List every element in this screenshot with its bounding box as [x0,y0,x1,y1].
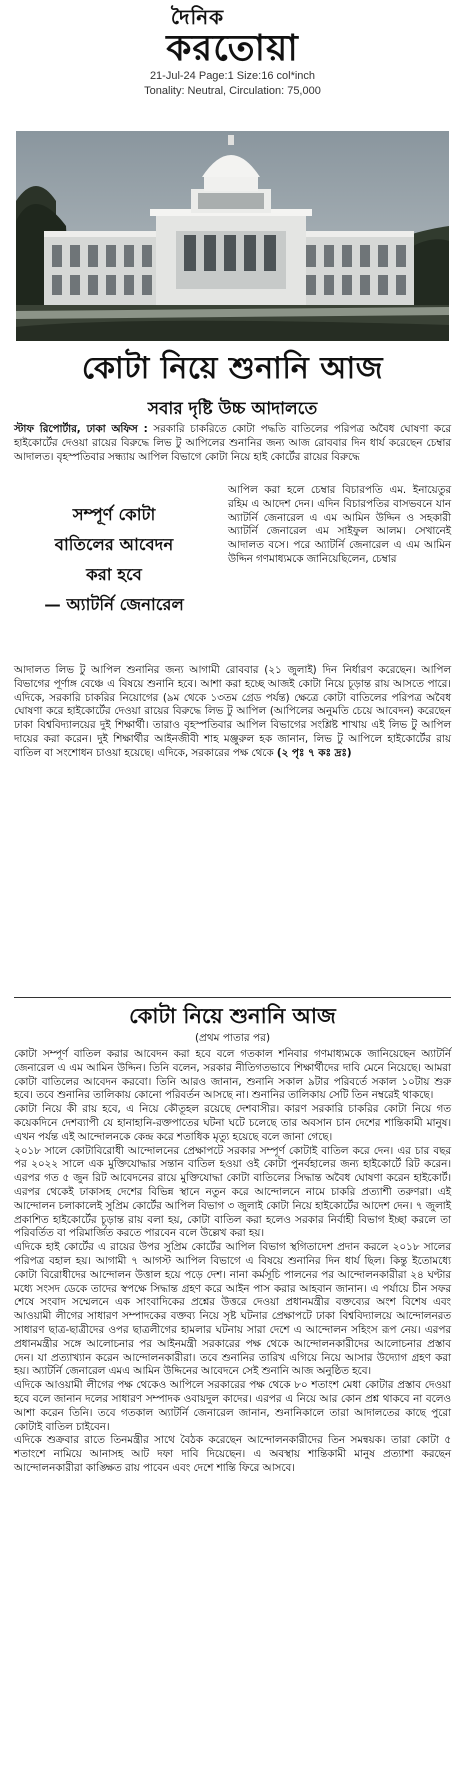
paragraph: কোটা সম্পূর্ণ বাতিল করার আবেদন করা হবে বলে গতকাল শনিবার গণমাধ্যমকে জানিয়েছেন অ্যাটর্নি জেনারেল এ এম আমিন উদ্দিন। তিনি বলেন, সরকার নীতিগতভাবে শিক্ষার্থীদের দাবি মেনে নিয়েছে। আমরা কোটা বাতিলের আবেদন করবো। তিনি আরও জানান, শুনানি সকাল ৯টার পরিবর্তে সকাল ১০টায় শুরু হবে। তবে শুনানির তালিকায় কোনো পরিবর্তন আসছে না। শুনানির তালিকায় সেটি তিন নম্বরেই থাকছে। [14,1048,451,1102]
lead-intro-text: সরকারি চাকরিতে কোটা পদ্ধতি বাতিলের পরিপত্র অবৈধ ঘোষণা করে হাইকোর্টের দেওয়া রায়ের বিরুদ্ধে লিভ টু আপিলের শুনানির জন্য আজ রোববার দিন ধার্য করেছেন চেম্বার আদালত। বৃহস্পতিবার সন্ধ্যায় আপিল বিভাগে কোটা নিয়ে হাই কোর্টের রায়ের বিরুদ্ধে [14,423,451,463]
lead-subheadline: সবার দৃষ্টি উচ্চ আদালতে [147,399,318,419]
section-divider [14,997,451,998]
court-photo [16,131,449,341]
pull-quote-line-3: করা হবে [86,565,142,584]
continuation-from: (প্রথম পাতার পর) [194,1032,271,1044]
lead-right-column: আপিল করা হলে চেম্বার বিচারপতি এম. ইনায়েতুর রহিম এ আদেশ দেন। এদিন বিচারপতির বাসভবনে যান অ্যাটর্নি জেনারেল এ এম আমিন উদ্দিন ও সহকারী অ্যাটর্নি জেনারেল এম সাইফুল আলম। সেখানেই আদালত বসে। পরে অ্যাটর্নি জেনারেল এ এম আমিন উদ্দিন গণমাধ্যমকে জানিয়েছিলেন, চেম্বার [228,484,451,565]
paragraph: এদিকে শুক্রবার রাতে তিনমন্ত্রীর সাথে বৈঠক করেছেন আন্দোলনকারীদের তিন সমন্বয়ক। তারা কোটা ৫ শতাংশে নামিয়ে আনাসহ আট দফা দাবি দিয়েছেন। এ অবস্থায় শান্তিকামী মানুষ প্রত্যাশা করছেন আন্দোলনকারীরা কাঙ্ক্ষিত রায় পাবেন এবং দেশে শান্তি ফিরে আসবে। [14,1434,451,1474]
paragraph: এদিকে হাই কোর্টের এ রায়ের উপর সুপ্রিম কোর্টের আপিল বিভাগ স্থগিতাদেশ প্রদান করলে ২০১৮ সালের পরিপত্র বহাল হয়। আগামী ৭ আগস্ট আপিল বিভাগে এ বিষয়ে শুনানির দিন ধার্য ছিল। কিন্তু ইতোমধ্যে কোটা বিরোধীদের আন্দোলন উত্তাল হয়ে পড়ে দেশ। নানা কর্মসূচি পালনের পর আন্দোলনকারীরা ২৪ ঘণ্টার মধ্যে সংসদ ডেকে তাদের স্বপক্ষে সিদ্ধান্ত গ্রহণ করে আইন পাস করার আহবান জানান। এ পর্যায়ে চীন সফর শেষে সংবাদ সম্মেলনে এক সাংবাদিকের প্রশ্নের উত্তরে দেওয়া প্রধানমন্ত্রীর বক্তব্যের অংশ বিশেষ এবং আওয়ামী লীগের সাধারণ সম্পাদকের বক্তব্য নিয়ে সৃষ্ট ঘটনার প্রেক্ষাপটে ঢাকা বিশ্ববিদ্যালয়ে আন্দোলনরত সাধারণ ছাত্র-ছাত্রীদের ওপর ছাত্রলীগের হামলার ঘটনায় সারা দেশে এ আন্দোলন সহিংস রূপ নেয়। এরপর প্রধানমন্ত্রীর সঙ্গে আলোচনার পর আইনমন্ত্রী সরকারের পক্ষ থেকে আন্দোলনকারীদের আলোচনার প্রস্তাব দেন। যা প্রত্যাখ্যান করেন আন্দোলনকারীরা। তবে শুনানির তারিখ এগিয়ে নিয়ে আসার উদ্যোগ গ্রহণ করা হয়। অ্যাটর্নি জেনারেল এমএ আমিন উদ্দিনের আবেদনে সেই শুনানি আজ অনুষ্ঠিত হবে। [14,1241,451,1378]
paragraph: ২০১৮ সালে কোটাবিরোধী আন্দোলনের প্রেক্ষাপটে সরকার সম্পূর্ণ কোটাই বাতিল করে দেন। এর চার বছর পর ২০২২ সালে এক মুক্তিযোদ্ধার সন্তান বাতিল হওয়া ওই কোটা পুনর্বহালের জন্য হাইকোর্টে রিট করেন। এরপর গত ৫ জুন রিট আবেদনের রায়ে মুক্তিযোদ্ধা কোটা বাতিলের সিদ্ধান্ত অবৈধ ঘোষণা করেন হাইকোর্ট। এরপর থেকেই ঢাকাসহ দেশের বিভিন্ন স্থানে নতুন করে আন্দোলনে নামে চাকরি প্রত্যাশী তরুণরা। এই আন্দোলন চলাকালেই সুপ্রিম কোর্টের আপিল বিভাগ ৩ জুলাই কোটা নিয়ে হাইকোর্টের আদেশ দেন। ৭ জুলাই প্রকাশিত হাইকোর্টের চূড়ান্ত রায় বলা হয়, কোটা বাতিল করা হলেও সরকার নির্বাহী বিভাগ ইচ্ছা করলে তা পরিবর্তিত বা পরিমার্জিত করতে পারবেন বলে উল্লেখ করা হয়। [14,1144,451,1240]
continued-on: (২ পৃঃ ৭ কঃ দ্রঃ) [276,746,352,759]
paragraph: এদিকে আওয়ামী লীগের পক্ষ থেকেও আপিলে সরকারের পক্ষ থেকে ৮০ শতাংশ মেধা কোটার প্রস্তাব দেওয়া হবে বলে জানান দলের সাধারণ সম্পাদক ওবায়দুল কাদের। এরপর এ নিয়ে আর কোন প্রশ্ন থাকবে না বলেও আশা করেন তিনি। তবে গতকাল অ্যাটর্নি জেনারেল জানান, শুনানিকালে তারা আদালতের কাছে পুরো কোটাই বাতিল চাইবেন। [14,1379,451,1433]
masthead-title: করতোয়া [166,27,299,69]
pull-quote-line-2: বাতিলের আবেদন [54,535,174,554]
lead-body [14,664,451,761]
continuation-headline: কোটা নিয়ে শুনানি আজ [129,1003,336,1028]
byline: স্টাফ রিপোর্টার, ঢাকা অফিস : [14,423,148,435]
masthead [0,6,465,68]
lead-headline: কোটা নিয়ে শুনানি আজ [81,351,384,386]
pull-quote [14,500,214,620]
clip-info-tonality: Tonality: Neutral, Circulation: 75,000 [144,85,321,97]
lead-intro [14,423,451,464]
masthead-daily: দৈনিক [170,5,225,29]
pull-quote-attribution: — অ্যাটর্নি জেনারেল [44,595,184,614]
pull-quote-line-1: সম্পূর্ণ কোটা [72,505,156,524]
supreme-court-building-image [16,131,449,341]
lead-body-text: আদালত লিভ টু আপিল শুনানির জন্য আগামী রোববার (২১ জুলাই) দিন নির্ধারণ করেছেন। আপিল বিভাগের পূর্ণাঙ্গ বেঞ্চে এ বিষয়ে শুনানি হবে। আশা করা হচ্ছে আজই কোটা নিয়ে চূড়ান্ত রায় আসতে পারে। এদিকে, সরকারি চাকরির নিয়োগের (৯ম থেকে ১৩তম গ্রেড পর্যন্ত) ক্ষেত্রে কোটা বাতিলের পরিপত্র অবৈধ ঘোষণা করে হাইকোর্টের দেওয়া রায়ের বিরুদ্ধে লিভ টু আপিল (আপিলের অনুমতি চেয়ে আবেদন) করেছেন ঢাকা বিশ্ববিদ্যালয়ের দুই শিক্ষার্থী। তারাও বৃহস্পতিবার আপিল বিভাগের সংশ্লিষ্ট শাখায় এই লিভ টু আপিল দায়ের করা করেন। দুই শিক্ষার্থীর আইনজীবী শাহ মঞ্জুরুল হক জানান, লিভ টু আপিলে হাইকোর্টের রায় বাতিল বা সংশোধন চাওয়া হয়েছে। এদিকে, সরকারের পক্ষ থেকে [14,664,451,759]
continuation-body [14,1048,451,1476]
clip-info-date: 21-Jul-24 Page:1 Size:16 col*inch [149,70,316,82]
paragraph: কোটা নিয়ে কী রায় হবে, এ নিয়ে কৌতূহল রয়েছে দেশবাসীর। কারণ সরকারি চাকরির কোটা নিয়ে গত কয়েকদিনে দেশব্যাপী যে হানাহানি-রক্তপাতের ঘটনা ঘটে চলেছে তার অবসান চান দেশের শান্তিকামী মানুষ। এখন পর্যন্ত এই আন্দোলনকে কেন্দ্র করে শতাধিক মৃত্যু হয়েছে বলে জানা গেছে। [14,1103,451,1143]
